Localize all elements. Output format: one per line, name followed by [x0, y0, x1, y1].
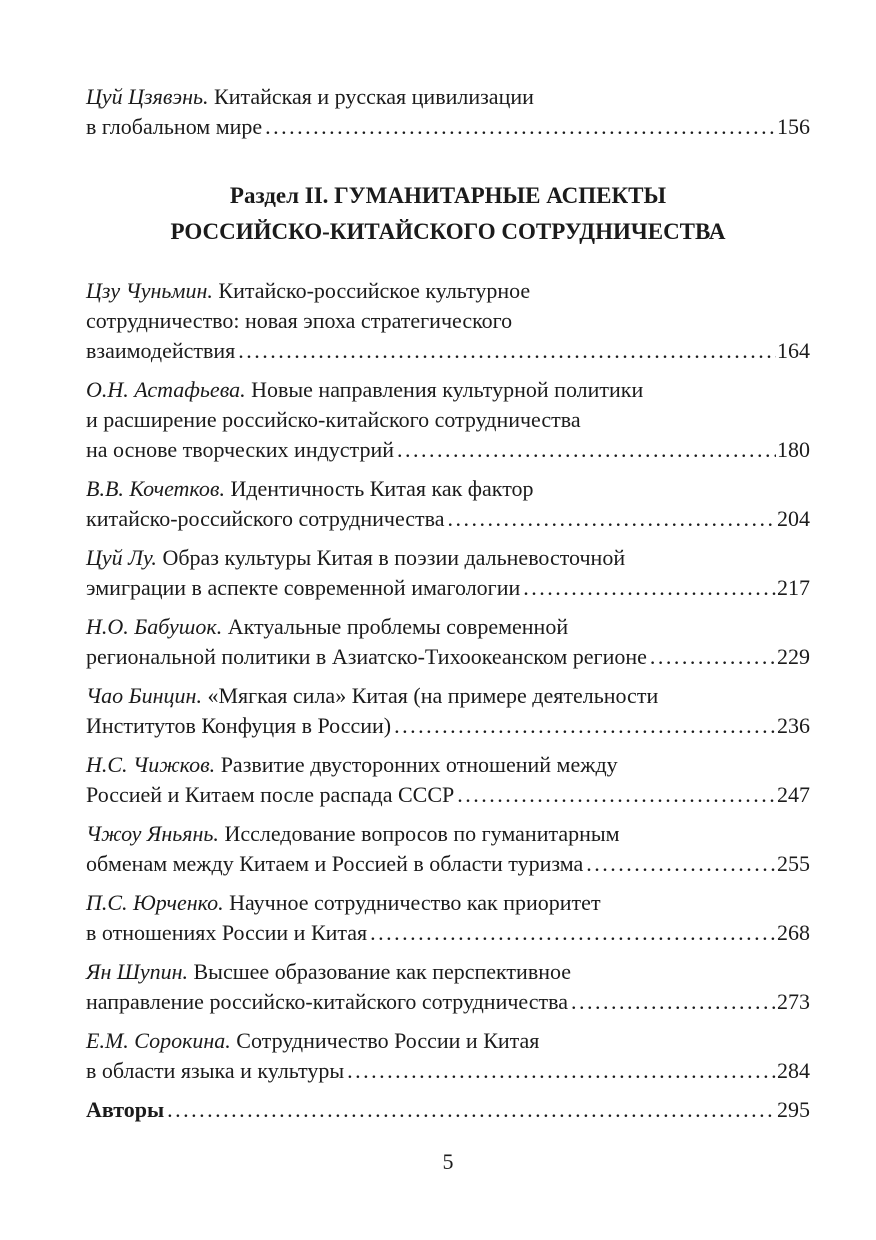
- dot-leader: [397, 435, 776, 465]
- dot-leader: [265, 112, 776, 142]
- entry-title-text: обменам между Китаем и Россией в области туризма: [86, 851, 584, 876]
- entry-page-number: 284: [777, 1058, 810, 1083]
- entry-page-number: 204: [777, 506, 810, 531]
- entry-title-text: взаимодействия: [86, 338, 236, 363]
- entry-page-number: 268: [777, 920, 810, 945]
- entry-page-number: 217: [777, 575, 810, 600]
- toc-entry-line: [86, 82, 810, 112]
- dot-leader: [586, 849, 776, 879]
- toc-main-list: [86, 276, 810, 1125]
- toc-entry-line: [86, 987, 810, 1017]
- toc-entry-line: [86, 957, 810, 987]
- entry-title-text: Научное сотрудничество как приоритет: [229, 890, 601, 915]
- toc-entry: [86, 474, 810, 534]
- section-heading: [86, 178, 810, 250]
- entry-title-text: Исследование вопросов по гуманитарным: [224, 821, 620, 846]
- entry-title-text: эмиграции в аспекте современной имагологии: [86, 575, 521, 600]
- entry-author: О.Н. Астафьева.: [86, 377, 252, 402]
- dot-leader: [394, 711, 776, 741]
- entry-title-text: направление российско-китайского сотрудничества: [86, 989, 568, 1014]
- entry-author: Чжоу Яньянь.: [86, 821, 225, 846]
- toc-entry-line: [86, 681, 810, 711]
- toc-entry-line: [86, 612, 810, 642]
- entry-author: Е.М. Сорокина.: [86, 1028, 237, 1053]
- dot-leader: [347, 1056, 776, 1086]
- toc-entry-line: [86, 405, 810, 435]
- dot-leader: [650, 642, 776, 672]
- toc-entry-line: [86, 375, 810, 405]
- entry-title-text: китайско-российского сотрудничества: [86, 506, 445, 531]
- entry-author: Н.О. Бабушок.: [86, 614, 228, 639]
- toc-entry: [86, 82, 810, 142]
- toc-entry-line: [86, 336, 810, 366]
- toc-entry-line: [86, 750, 810, 780]
- toc-entry-line: [86, 543, 810, 573]
- entry-author: В.В. Кочетков.: [86, 476, 231, 501]
- toc-entry: [86, 1095, 810, 1125]
- entry-page-number: 247: [777, 782, 810, 807]
- toc-entry: [86, 957, 810, 1017]
- toc-entry-line: [86, 1026, 810, 1056]
- toc-entry-line: [86, 504, 810, 534]
- toc-entry-line: [86, 642, 810, 672]
- dot-leader: [448, 504, 776, 534]
- entry-page-number: 236: [777, 713, 810, 738]
- dot-leader: [571, 987, 776, 1017]
- toc-entry-line: [86, 711, 810, 741]
- entry-title-text: Развитие двусторонних отношений между: [220, 752, 618, 777]
- toc-entry-line: [86, 276, 810, 306]
- entry-page-number: 156: [777, 114, 810, 139]
- entry-title-text: в отношениях России и Китая: [86, 920, 368, 945]
- entry-author: Чао Бинцин.: [86, 683, 208, 708]
- toc-entry-line: [86, 1056, 810, 1086]
- toc-entry: [86, 1026, 810, 1086]
- entry-title-text: Высшее образование как перспективное: [193, 959, 572, 984]
- dot-leader: [457, 780, 776, 810]
- entry-page-number: 229: [777, 644, 810, 669]
- entry-title-text: сотрудничество: новая эпоха стратегического: [86, 308, 513, 333]
- entry-author: Авторы: [86, 1097, 165, 1122]
- entry-page-number: 164: [777, 338, 810, 363]
- toc-entry-line: [86, 306, 810, 336]
- toc-entry-line: [86, 849, 810, 879]
- entry-title-text: региональной политики в Азиатско-Тихоокеанском регионе: [86, 644, 647, 669]
- toc-entry: [86, 750, 810, 810]
- entry-title-text: и расширение российско-китайского сотрудничества: [86, 407, 581, 432]
- toc-entry: [86, 612, 810, 672]
- entry-title-text: Россией и Китаем после распада СССР: [86, 782, 455, 807]
- entry-title-text: на основе творческих индустрий: [86, 437, 394, 462]
- toc-entry: [86, 543, 810, 603]
- entry-page-number: 180: [777, 437, 810, 462]
- toc-entry-line: [86, 819, 810, 849]
- entry-title-text: Образ культуры Китая в поэзии дальневосточной: [162, 545, 626, 570]
- dot-leader: [523, 573, 776, 603]
- toc-entry-line: [86, 435, 810, 465]
- entry-page-number: 295: [777, 1097, 810, 1122]
- entry-page-number: 255: [777, 851, 810, 876]
- toc-entry-line: [86, 780, 810, 810]
- entry-author: Ян Шупин.: [86, 959, 194, 984]
- entry-title-text: Китайско-российское культурное: [218, 278, 531, 303]
- toc-entry-line: [86, 888, 810, 918]
- toc-entry-line: [86, 573, 810, 603]
- section-heading-line1: Раздел II. ГУМАНИТАРНЫЕ АСПЕКТЫ: [229, 183, 667, 208]
- toc-entry-line: [86, 112, 810, 142]
- toc-entry: [86, 888, 810, 948]
- entry-title-text: Идентичность Китая как фактор: [230, 476, 534, 501]
- entry-author: Н.С. Чижков.: [86, 752, 221, 777]
- entry-title-text: Китайская и русская цивилизации: [214, 84, 534, 109]
- entry-author: Цуй Лу.: [86, 545, 163, 570]
- entry-author: П.С. Юрченко.: [86, 890, 230, 915]
- entry-title-text: Актуальные проблемы современной: [227, 614, 569, 639]
- entry-title-text: «Мягкая сила» Китая (на примере деятельности: [207, 683, 659, 708]
- entry-title-text: в глобальном мире: [86, 114, 263, 139]
- page-number: 5: [442, 1149, 454, 1174]
- entry-title-text: Новые направления культурной политики: [251, 377, 644, 402]
- toc-entry: [86, 276, 810, 366]
- toc-entry: [86, 819, 810, 879]
- toc-entry: [86, 375, 810, 465]
- dot-leader: [370, 918, 776, 948]
- entry-title-text: Сотрудничество России и Китая: [236, 1028, 540, 1053]
- entry-author: Цуй Цзявэнь.: [86, 84, 215, 109]
- section-heading-line2: РОССИЙСКО-КИТАЙСКОГО СОТРУДНИЧЕСТВА: [170, 219, 726, 244]
- toc-entry-line: [86, 918, 810, 948]
- entry-author: Цзу Чуньмин.: [86, 278, 219, 303]
- toc-top-list: [86, 82, 810, 142]
- toc-entry-line: [86, 1095, 810, 1125]
- toc-entry: [86, 681, 810, 741]
- entry-title-text: Институтов Конфуция в России): [86, 713, 392, 738]
- toc-entry-line: [86, 474, 810, 504]
- entry-page-number: 273: [777, 989, 810, 1014]
- entry-title-text: в области языка и культуры: [86, 1058, 345, 1083]
- dot-leader: [167, 1095, 776, 1125]
- dot-leader: [238, 336, 776, 366]
